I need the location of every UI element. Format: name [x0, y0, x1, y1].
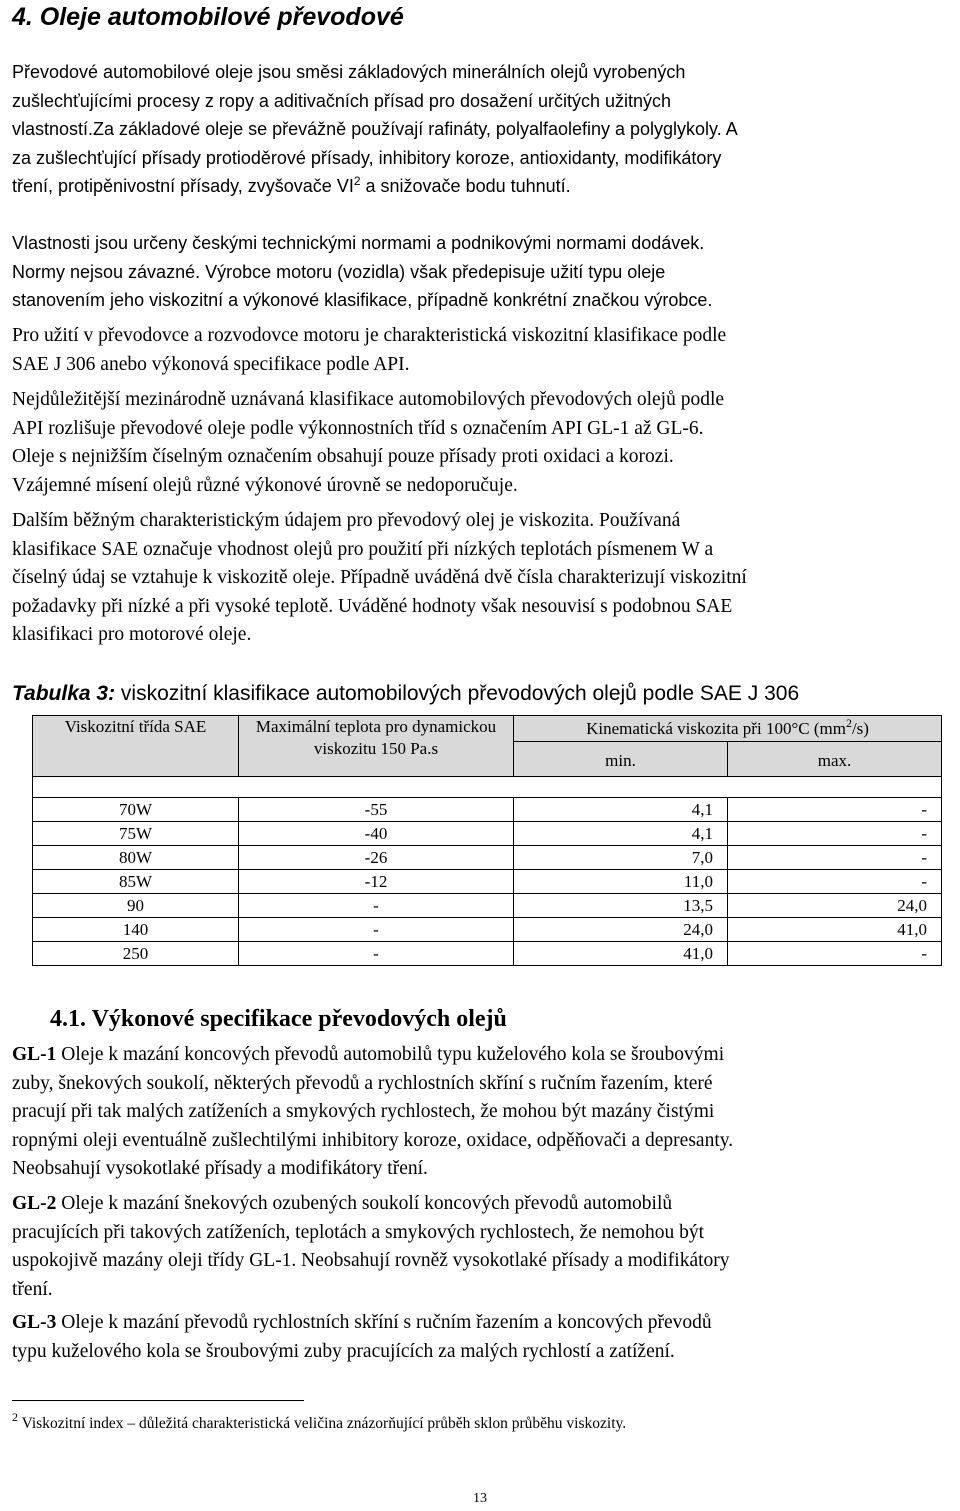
header-fragment: Kinematická viskozita při 100°C (mm — [586, 719, 846, 738]
intro-paragraph — [12, 58, 952, 201]
section-title: 4.1. Výkonové specifikace převodových olejů — [50, 1006, 507, 1032]
spacer-cell — [33, 777, 942, 798]
cell-max-viscosity: - — [728, 822, 942, 846]
text-line: uspokojivě mazány oleji třídy GL-1. Neobsahují rovněž vysokotlaké přísady a modifikátory — [12, 1250, 730, 1271]
text-line: Vlastnosti jsou určeny českými technickými normami a podnikovými normami dodávek. — [12, 233, 705, 253]
table-caption-label: Tabulka 3: — [12, 682, 116, 705]
cell-viscosity-class: 250 — [33, 942, 239, 966]
text-line: číselný údaj se vztahuje k viskozitě oleje. Případně uváděná dvě čísla charakterizují viskozitní — [12, 567, 747, 588]
text-fragment: Oleje k mazání šnekových ozubených soukolí koncových převodů automobilů — [56, 1193, 673, 1214]
cell-min-viscosity: 4,1 — [514, 798, 728, 822]
text-line: Oleje s nejnižším číselným označením obsahují pouze přísady proti oxidaci a korozi. — [12, 446, 674, 467]
text-line — [12, 1190, 952, 1219]
sae-paragraph — [12, 322, 952, 379]
text-line: Převodové automobilové oleje jsou směsi základových minerálních olejů vyrobených — [12, 62, 686, 82]
cell-min-viscosity: 4,1 — [514, 822, 728, 846]
text-line — [12, 1041, 952, 1070]
text-fragment: Oleje k mazání převodů rychlostních skříní s ručním řazením a koncových převodů — [56, 1312, 712, 1333]
gl3-label: GL-3 — [12, 1312, 57, 1333]
table-row — [33, 822, 942, 846]
gl1-label: GL-1 — [12, 1044, 57, 1065]
text-line: vlastností.Za základové oleje se převážně používají rafináty, polyalfaolefiny a polyglykoly. A — [12, 119, 738, 139]
table-row — [33, 846, 942, 870]
text-line: typu kuželového kola se šroubovými zuby pracujících za malých rychlostí a zatížení. — [12, 1340, 675, 1362]
text-line: Pro užití v převodovce a rozvodovce motoru je charakteristická viskozitní klasifikace podle — [12, 325, 727, 346]
text-line: zušlechťujícími procesy z ropy a aditivačních přísad pro dosažení určitých užitných — [12, 90, 672, 111]
cell-max-viscosity: - — [728, 798, 942, 822]
footnote-number: 2 — [12, 1410, 18, 1424]
text-line: požadavky při nízké a při vysoké teplotě. Uváděné hodnoty však nesouvisí s podobnou SAE — [12, 595, 733, 617]
text-line — [12, 172, 952, 201]
cell-max-viscosity: - — [728, 870, 942, 894]
text-fragment: a snižovače bodu tuhnutí. — [360, 176, 571, 196]
cell-viscosity-class: 80W — [33, 846, 239, 870]
cell-max-viscosity: 41,0 — [728, 918, 942, 942]
text-fragment: tření, protipěnivostní přísady, zvyšovače VI — [12, 176, 354, 196]
cell-min-viscosity: 7,0 — [514, 846, 728, 870]
viscosity-table — [32, 715, 942, 966]
page-number: 13 — [473, 1491, 487, 1506]
header-min: min. — [514, 742, 728, 777]
cell-max-temperature: -26 — [239, 846, 514, 870]
header-max: max. — [728, 742, 942, 777]
table-caption-text: viskozitní klasifikace automobilových převodových olejů podle SAE J 306 — [115, 682, 800, 705]
text-line: pracují při tak malých zatíženích a smykových rychlostech, že mohou být mazány čistými — [12, 1101, 715, 1122]
table-row — [33, 798, 942, 822]
text-line: ropnými oleji eventuálně zušlechtilými inhibitory koroze, oxidace, odpěňovači a depresanty. — [12, 1129, 734, 1151]
text-line: Neobsahují vysokotlaké přísady a modifikátory tření. — [12, 1158, 428, 1179]
gl3-paragraph — [12, 1309, 952, 1366]
gl1-paragraph — [12, 1041, 952, 1184]
cell-viscosity-class: 85W — [33, 870, 239, 894]
cell-min-viscosity: 11,0 — [514, 870, 728, 894]
header-max-temperature: Maximální teplota pro dynamickou viskozitu 150 Pa.s — [239, 716, 514, 777]
cell-max-temperature: - — [239, 918, 514, 942]
cell-min-viscosity: 41,0 — [514, 942, 728, 966]
text-line: stanovením jeho viskozitní a výkonové klasifikace, případně konkrétní značkou výrobce. — [12, 290, 713, 310]
cell-max-temperature: - — [239, 894, 514, 918]
header-superscript: 2 — [845, 716, 852, 730]
table-caption — [12, 680, 799, 708]
footnote-ref[interactable]: 2 — [353, 174, 361, 188]
cell-max-temperature: -40 — [239, 822, 514, 846]
cell-viscosity-class: 90 — [33, 894, 239, 918]
text-line: API rozlišuje převodové oleje podle výkonnostních tříd s označením API GL-1 až GL-6. — [12, 417, 704, 439]
text-line: pracujících při takových zatíženích, teplotách a smykových rychlostech, že nemohou být — [12, 1221, 705, 1243]
cell-max-temperature: - — [239, 942, 514, 966]
table-row — [33, 942, 942, 966]
cell-min-viscosity: 13,5 — [514, 894, 728, 918]
cell-viscosity-class: 70W — [33, 798, 239, 822]
chapter-title: 4. Oleje automobilové převodové — [12, 3, 404, 31]
text-line — [12, 1309, 952, 1338]
cell-viscosity-class: 75W — [33, 822, 239, 846]
cell-max-temperature: -55 — [239, 798, 514, 822]
cell-min-viscosity: 24,0 — [514, 918, 728, 942]
text-line: Nejdůležitější mezinárodně uznávaná klasifikace automobilových převodových olejů podle — [12, 389, 725, 410]
header-fragment: /s) — [851, 719, 869, 738]
text-line: za zušlechťující přísady protioděrové přísady, inhibitory koroze, antioxidanty, modifikátory — [12, 147, 722, 168]
gl2-paragraph — [12, 1190, 952, 1304]
table-row — [33, 918, 942, 942]
cell-max-viscosity: - — [728, 846, 942, 870]
cell-max-temperature: -12 — [239, 870, 514, 894]
footnote-divider — [12, 1400, 304, 1401]
text-line: SAE J 306 anebo výkonová specifikace podle API. — [12, 353, 410, 375]
text-line: klasifikaci pro motorové oleje. — [12, 624, 252, 645]
table-row — [33, 894, 942, 918]
footnote — [12, 1410, 627, 1435]
header-viscosity-class: Viskozitní třída SAE — [33, 716, 239, 777]
text-line: klasifikace SAE označuje vhodnost olejů pro použití při nízkých teplotách písmenem W a — [12, 538, 714, 560]
spacer-row — [33, 777, 942, 798]
footnote-text: Viskozitní index – důležitá charakteristická veličina znázorňující průběh sklon průběhu viskozity. — [18, 1415, 627, 1432]
text-line: Dalším běžným charakteristickým údajem pro převodový olej je viskozita. Používaná — [12, 510, 681, 531]
api-paragraph — [12, 386, 952, 500]
text-line: Normy nejsou závazné. Výrobce motoru (vozidla) však předepisuje užití typu oleje — [12, 261, 666, 282]
text-line: zuby, šnekových soukolí, některých převodů a rychlostních skříní s ručním řazením, které — [12, 1072, 713, 1094]
gl2-label: GL-2 — [12, 1193, 57, 1214]
cell-viscosity-class: 140 — [33, 918, 239, 942]
table-row — [33, 870, 942, 894]
norms-paragraph — [12, 229, 952, 315]
text-line: tření. — [12, 1278, 53, 1300]
cell-max-viscosity: - — [728, 942, 942, 966]
text-line: Vzájemné mísení olejů různé výkonové úrovně se nedoporučuje. — [12, 474, 518, 496]
viscosity-paragraph — [12, 507, 952, 650]
text-fragment: Oleje k mazání koncových převodů automobilů typu kuželového kola se šroubovými — [56, 1044, 725, 1065]
table-body — [33, 777, 942, 966]
header-kinematic-viscosity — [514, 716, 942, 742]
cell-max-viscosity: 24,0 — [728, 894, 942, 918]
